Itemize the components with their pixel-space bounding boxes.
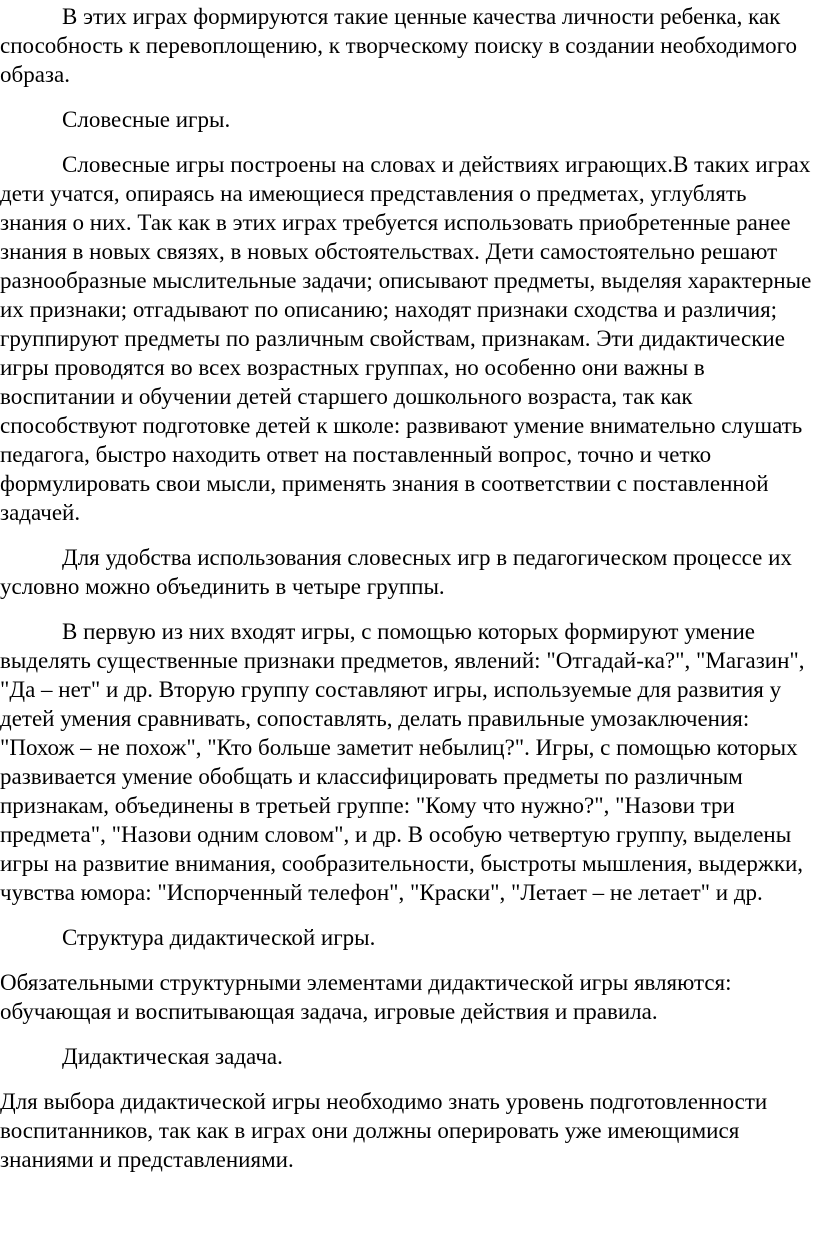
paragraph-verbal-games-description: Словесные игры построены на словах и действиях играющих.В таких играх дети учатся, опираясь на имеющиеся представления о предметах, углублять знания о них. Так как в этих играх требуется использовать приобретенные ранее знания в новых связях, в новых обстоятельствах. Дети самостоятельно решают разнообразные мыслительные задачи; описывают предметы, выделяя характерные их признаки; отгадывают по описанию; находят признаки сходства и различия; группируют предметы по различным свойствам, признакам. Эти дидактические игры проводятся во всех возрастных группах, но особенно они важны в воспитании и обучении детей старшего дошкольного возраста, так как способствуют подготовке детей к школе: развивают умение внимательно слушать педагога, быстро находить ответ на поставленный вопрос, точно и четко формулировать свои мысли, применять знания в соответствии с поставленной задачей. xyxy=(0,152,812,525)
heading-verbal-games: Словесные игры. xyxy=(62,107,231,132)
heading-game-structure: Структура дидактической игры. xyxy=(62,925,376,950)
paragraph-choosing-game: Для выбора дидактической игры необходимо знать уровень подготовленности воспитанников, так как в играх они должны оперировать уже имеющимися знаниями и представлениями. xyxy=(0,1089,768,1172)
paragraph-personality-qualities: В этих играх формируются такие ценные качества личности ребенка, как способность к перевоплощению, к творческому поиску в создании необходимого образа. xyxy=(0,4,798,87)
paragraph-structural-elements: Обязательными структурными элементами дидактической игры являются: обучающая и воспитывающая задача, игровые действия и правила. xyxy=(0,970,732,1024)
paragraph-game-groups-detail: В первую из них входят игры, с помощью которых формируют умение выделять существенные признаки предметов, явлений: "Отгадай-ка?", "Магазин", "Да – нет" и др. Вторую группу составляют игры, используемые для развития у детей умения сравнивать, сопоставлять, делать правильные умозаключения: "Похож – не похож", "Кто больше заметит небылиц?". Игры, с помощью которых развивается умение обобщать и классифицировать предметы по различным признакам, объединены в третьей группе: "Кому что нужно?", "Назови три предмета", "Назови одним словом", и др. В особую четвертую группу, выделены игры на развитие внимания, сообразительности, быстроты мышления, выдержки, чувства юмора: "Испорченный телефон", "Краски", "Летает – не летает" и др. xyxy=(0,619,805,905)
paragraph-four-groups: Для удобства использования словесных игр в педагогическом процессе их условно можно объединить в четыре группы. xyxy=(0,545,792,599)
heading-didactic-task: Дидактическая задача. xyxy=(62,1044,283,1069)
